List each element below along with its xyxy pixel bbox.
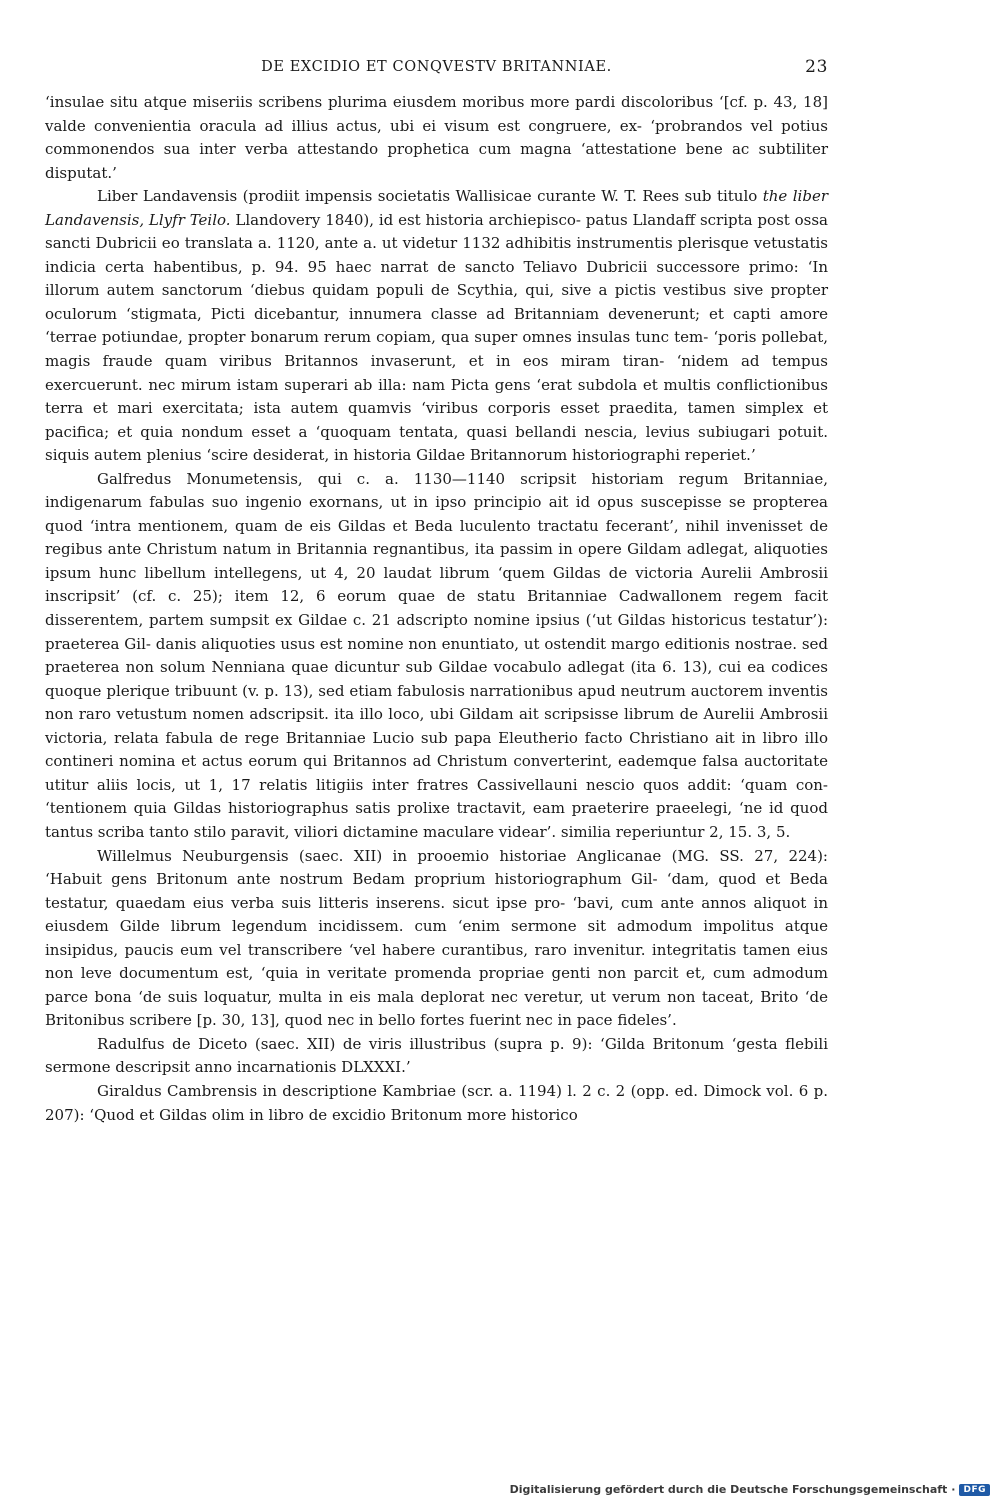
italic-title: the liber Landavensis, Llyfr Teilo. <box>45 187 828 229</box>
running-title: DE EXCIDIO ET CONQVESTV BRITANNIAE. <box>261 59 612 75</box>
running-header <box>45 55 828 87</box>
paragraph-continuation: ‘insulae situ atque miseriis scribens plurima eiusdem moribus more pardi discoloribus ‘[cf. p. 43, 18] valde convenientia oracula ad illius actus, ubi ei visum est congruere, ex- ‘probrandos vel potius commonendos sua inter verba attestando prophetica cum magna ‘attestatione bene ac subtiliter disputat.’ <box>45 93 828 182</box>
paragraph-willelmus: Willelmus Neuburgensis (saec. XII) in prooemio historiae Anglicanae (MG. SS. 27, 224): ‘Habuit gens Britonum ante nostrum Bedam proprium historiographum Gil- ‘dam, quod et Beda testatur, quaedam eius verba suis litteris inserens. sicut ipse pro- ‘bavi, cum ante annos aliquot in eiusdem Gilde librum legendum incidissem. cum ‘enim sermone sit admodum impolitus atque insipidus, paucis eum vel transcribere ‘vel habere curantibus, raro invenitur. integritatis tamen eius non leve documentum est, ‘quia in veritate promenda propriae genti non parcit et, cum admodum parce bona ‘de suis loquatur, multa in eis mala deplorat nec veretur, ut verum non taceat, Brito ‘de Britonibus scribere [p. 30, 13], quod nec in bello fortes fuerint nec in pace fideles’. <box>45 846 828 1030</box>
paragraph-text: Liber Landavensis (prodiit impensis societatis Wallisicae curante W. T. Rees sub titulo <box>97 187 763 206</box>
paragraph-text: Llandovery 1840), id est historia archiepisco- patus Llandaff scripta post ossa sancti Dubricii eo translata a. 1120, ante a. ut videtur 1132 adhibitis instrumentis plerisque vetustatis indicia certa habentibus, p. 94. 95 haec narrat de sancto Teliavo Dubricii successore primo: ‘In illorum autem sanctorum ‘diebus quidam populi de Scythia, qui, sive a pictis vestibus sive propter oculorum ‘stigmata, Picti dicebantur, innumera classe ad Britanniam devenerunt; et capti amore ‘terrae potiundae, propter bonarum rerum copiam, qua super omnes insulas tunc tem- ‘poris pollebat, magis fraude quam viribus Britannos invaserunt, et in eos miram tiran- ‘nidem ad tempus exercuerunt. nec mirum istam superari ab illa: nam Picta gens ‘erat subdola et multis conflictionibus terra et mari exercitata; ista autem quamvis ‘viribus corporis esset praedita, tamen simplex et pacifica; et quia nondum esset a ‘quoquam tentata, quasi bellandi nescia, levius subiugari potuit. siquis autem plenius ‘scire desiderat, in historia Gildae Britannorum historiographi reperiet.’ <box>45 210 828 465</box>
paragraph-liber-landavensis <box>45 185 828 468</box>
paragraph-galfredus: Galfredus Monumetensis, qui c. a. 1130—1140 scripsit historiam regum Britanniae, indigenarum fabulas suo ingenio exornans, ut in ipso principio ait id opus suscepisse se propterea quod ‘intra mentionem, quam de eis Gildas et Beda luculento tractatu fecerant’, nihil invenisset de regibus ante Christum natum in Britannia regnantibus, ita passim in opere Gildam adlegat, aliquoties ipsum hunc libellum intellegens, ut 4, 20 laudat librum ‘quem Gildas de victoria Aurelii Ambrosii inscripsit’ (cf. c. 25); item 12, 6 eorum quae de statu Britanniae Cadwallonem regem facit disserentem, partem sumpsit ex Gildae c. 21 adscripto nomine ipsius (‘ut Gildas historicus testatur’): praeterea Gil- danis aliquoties usus est nomine non enuntiato, ut ostendit margo editionis nostrae. sed praeterea non solum Nenniana quae dicuntur sub Gildae vocabulo adlegat (ita 6. 13), cui ea codices quoque plerique tribuunt (v. p. 13), sed etiam fabulosis narrationibus apud neutrum auctorem inventis non raro vetustum nomen adscripsit. ita illo loco, ubi Gildam ait scripsisse librum de Aurelii Ambrosii victoria, relata fabula de rege Britanniae Lucio sub papa Eleutherio facto Christiano ait in libro illo contineri nomina et actus eorum qui Britannos ad Christum converterint, eademque falsa auctoritate utitur aliis locis, ut 1, 17 relatis litigiis inter fratres Cassivellauni nescio quos addit: ‘quam con- ‘tentionem quia Gildas historiographus satis prolixe tractavit, eam praeterire praeelegi, ‘ne id quod tantus scriba tanto stilo paravit, viliori dictamine maculare videar’. similia reperiuntur 2, 15. 3, 5. <box>45 469 828 841</box>
credit-separator: · <box>951 1483 956 1496</box>
paragraph-radulfus: Radulfus de Diceto (saec. XII) de viris illustribus (supra p. 9): ‘Gilda Britonum ‘gesta flebili sermone descripsit anno incarnationis DLXXXI.’ <box>45 1034 828 1077</box>
document-page <box>45 55 828 1127</box>
digitization-credit <box>510 1483 990 1496</box>
body-text <box>45 91 828 1127</box>
page-number: 23 <box>805 57 828 77</box>
credit-text: Digitalisierung gefördert durch die Deutsche Forschungsgemeinschaft <box>509 1483 948 1496</box>
paragraph-giraldus: Giraldus Cambrensis in descriptione Kambriae (scr. a. 1194) l. 2 c. 2 (opp. ed. Dimock vol. 6 p. 207): ‘Quod et Gildas olim in libro de excidio Britonum more historico <box>45 1081 828 1124</box>
dfg-logo-icon: DFG <box>959 1484 990 1496</box>
